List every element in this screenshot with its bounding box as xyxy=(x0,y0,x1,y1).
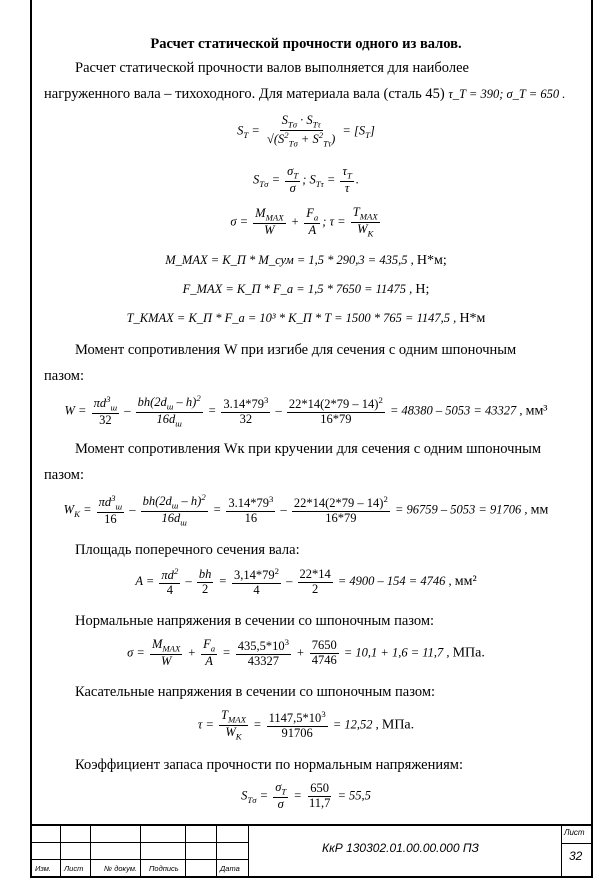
label-date: Дата xyxy=(220,864,240,873)
label-list: Лист xyxy=(64,864,84,873)
formula-sigma: σ = $M_{MAX}$ W + $\frac{F_a}{A}$ = $\frac{435,5*10^3}{43327}$ + $\frac{7650}{4746}$ = 10,1 + 1,6 = 11,7 , МПа. xyxy=(127,637,485,669)
label-doc: № докум. xyxy=(104,864,138,873)
formula-tau: τ = $T_{MAX}$ $W_K$ = $\frac{1147,5*10^3}{91706}$ = 12,52 , МПа. xyxy=(197,708,415,742)
label-sign: Подпись xyxy=(149,864,179,873)
formula-wk: $W_K$ = $\pi d^3_ш$ 16 – $bh(2d_ш - h)^2$ $16d_ш$ = $\frac{3.14*79^3}{16}$ – $\frac{22*14(2*79 - 14)^2}{16*79}$ = 96759 – 5053 = 91706 , мм xyxy=(63,492,549,528)
formula-st: $S_T$ = $S_{T\sigma} \cdot S_{T\tau}$ $√(S^2_{T\sigma} + S^2_{T\tau})$ = $[S_T]$ xyxy=(237,113,375,149)
formula-tkmax: T_KMAX = K_П * F_a = 10³ * K_П * T = 1500 * 765 = 1147,5 , Н*м xyxy=(126,311,486,326)
moment-w-label-1: Момент сопротивления W при изгибе для сечения с одним шпоночным xyxy=(75,342,517,358)
formula-w: W = $\pi d^3_ш$ 32 – $bh(2d_ш - h)^2$ $16d_ш$ = $\frac{3.14*79^3}{32}$ – $\frac{22*14(2*79 - 14)^2}{16*79}$ = 48380 – 5053 = 43327 , мм³ xyxy=(64,393,548,429)
moment-wk-label-2: пазом: xyxy=(44,467,85,483)
sheet-number: 32 xyxy=(569,849,583,863)
sheet-label: Лист xyxy=(564,828,585,837)
intro-line-2: нагруженного вала – тихоходного. Для материала вала (сталь 45) τ_T = 390; σ_T = 650 . xyxy=(44,86,566,102)
title-block xyxy=(30,824,593,878)
moment-wk-label-1: Момент сопротивления Wк при кручении для сечения с одним шпоночным xyxy=(75,441,542,457)
tangent-stress-label: Касательные напряжения в сечении со шпоночным пазом: xyxy=(75,684,436,700)
safety-factor-label: Коэффициент запаса прочности по нормальным напряжениям: xyxy=(75,757,464,773)
area-label: Площадь поперечного сечения вала: xyxy=(75,542,300,558)
formula-fmax: F_MAX = K_П * F_a = 1,5 * 7650 = 11475 , Н; xyxy=(182,282,430,297)
moment-w-label-2: пазом: xyxy=(44,368,85,384)
formula-sigma-def: σ = $M_{MAX}$ W + $\frac{F_a}{A}$ ; τ = $T_{MAX}$ $W_K$ xyxy=(230,205,378,239)
formula-s-sigma: $S_{T\sigma}$ = $\frac{\sigma_T}{\sigma}$ = $\frac{650}{11,7}$ = 55,5 xyxy=(241,780,371,812)
label-izm: Изм. xyxy=(35,864,51,873)
normal-stress-label: Нормальные напряжения в сечении со шпоночным пазом: xyxy=(75,613,435,629)
formula-mmax: M_MAX = K_П * M_сум = 1,5 * 290,3 = 435,5 , Н*м; xyxy=(165,253,447,268)
intro-line-1: Расчет статической прочности валов выполняется для наиболее xyxy=(75,60,469,76)
formula-area: A = $\frac{\pi d^2}{4}$ – $\frac{bh}{2}$ = $\frac{3,14*79^2}{4}$ – $\frac{22*14}{2}$ = 4900 – 154 = 4746 , мм² xyxy=(135,566,477,597)
section-heading: Расчет статической прочности одного из валов. xyxy=(150,36,462,52)
document-code: КкР 130302.01.00.00.000 ПЗ xyxy=(322,841,479,855)
formula-stsigma: $S_{T\sigma}$ = $\frac{\sigma_T}{\sigma}$ ; $S_{T\tau}$ = $\frac{\tau_T}{\tau}$ . xyxy=(253,164,359,196)
